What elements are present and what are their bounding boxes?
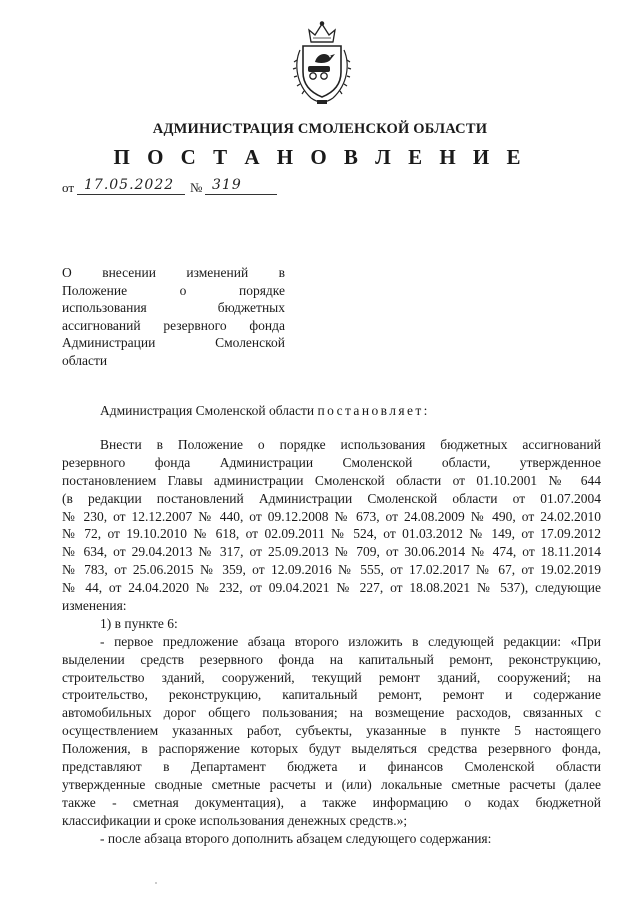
subject-block: [62, 264, 285, 369]
body-line: строительство, реконструкцию, капитальный ремонт, ремонт и содержание: [62, 687, 601, 703]
body-line: - первое предложение абзаца второго изложить в следующей редакции: «При: [100, 633, 601, 649]
body-line: строительство зданий, сооружений, текущий ремонт зданий, сооружений; на: [62, 669, 601, 685]
handwritten-date: 17.05.2022: [84, 177, 175, 193]
subject-line: ассигнований резервного фонда: [62, 317, 285, 333]
body-line: № 44, от 24.04.2020 № 232, от 09.04.2021 № 227, от 18.08.2021 № 537), следующие: [62, 580, 601, 596]
body-line: классификации и сроке использования денежных средств.»;: [62, 812, 408, 828]
body-line: Внести в Положение о порядке использования бюджетных ассигнований: [100, 437, 601, 452]
body-line: резервного фонда Администрации Смоленской области, утвержденное: [62, 454, 601, 470]
subject-line: использования бюджетных: [62, 300, 285, 315]
decree-body: [62, 436, 601, 847]
scan-speck: [155, 882, 157, 884]
body-line: утвержденные сводные сметные расчеты и (или) локальные сметные расчеты (далее: [62, 776, 601, 792]
date-number-line: [62, 177, 322, 200]
body-line: осуществлением указанных работ, субъекты, указанные в пункте 5 настоящего: [62, 723, 601, 739]
body-line: 1) в пункте 6:: [100, 615, 178, 631]
date-underline: [77, 194, 185, 195]
decree-intro: [100, 403, 430, 419]
body-line: изменения:: [62, 598, 127, 614]
body-line: представляют в Департамент бюджета и финансов Смоленской области: [62, 759, 601, 775]
subject-line: Положение о порядке: [62, 282, 285, 298]
subject-line: области: [62, 352, 108, 368]
body-line: также - сметная документация), а также информацию о кодах бюджетной: [62, 794, 601, 810]
subject-line: Администрации Смоленской: [62, 335, 285, 350]
date-label: от: [62, 180, 75, 195]
body-line: № 72, от 19.10.2010 № 618, от 02.09.2011 № 524, от 01.03.2012 № 149, от 17.09.2012: [62, 526, 601, 542]
body-line: - после абзаца второго дополнить абзацем следующего содержания:: [100, 830, 492, 846]
body-line: выделении средств резервного фонда на капитальный ремонт, реконструкцию,: [62, 651, 601, 667]
body-line: № 230, от 12.12.2007 № 440, от 09.12.2008 № 673, от 24.08.2009 № 490, от 24.02.2010: [62, 508, 601, 524]
body-line: (в редакции постановлений Администрации Смоленской области от 01.07.2004: [62, 490, 601, 506]
subject-line: О внесении изменений в: [62, 265, 285, 280]
body-line: автомобильных дорог общего пользования; на возмещение расходов, связанных с: [62, 705, 601, 721]
body-line: постановлением Главы администрации Смоленской области от 01.10.2001 № 644: [62, 472, 601, 488]
intro-decrees: постановляет:: [317, 403, 430, 418]
body-line: № 634, от 29.04.2013 № 317, от 25.09.2013 № 709, от 30.06.2014 № 474, от 18.11.2014: [62, 544, 601, 560]
intro-prefix: Администрация Смоленской области: [100, 403, 318, 418]
body-line: № 783, от 25.06.2015 № 359, от 12.09.2016 № 555, от 17.02.2017 № 67, от 19.02.2019: [62, 562, 601, 578]
organization-title: АДМИНИСТРАЦИЯ СМОЛЕНСКОЙ ОБЛАСТИ: [152, 121, 488, 137]
document-type-heading: П О С Т А Н О В Л Е Н И Е: [113, 145, 527, 169]
number-label: №: [190, 180, 203, 195]
number-underline: [205, 194, 277, 195]
smolensk-coat-of-arms-icon: [291, 20, 353, 106]
body-line: Положения, в распоряжение которых будут выделяться средства резервного фонда,: [62, 741, 601, 757]
handwritten-number: 319: [212, 177, 242, 193]
